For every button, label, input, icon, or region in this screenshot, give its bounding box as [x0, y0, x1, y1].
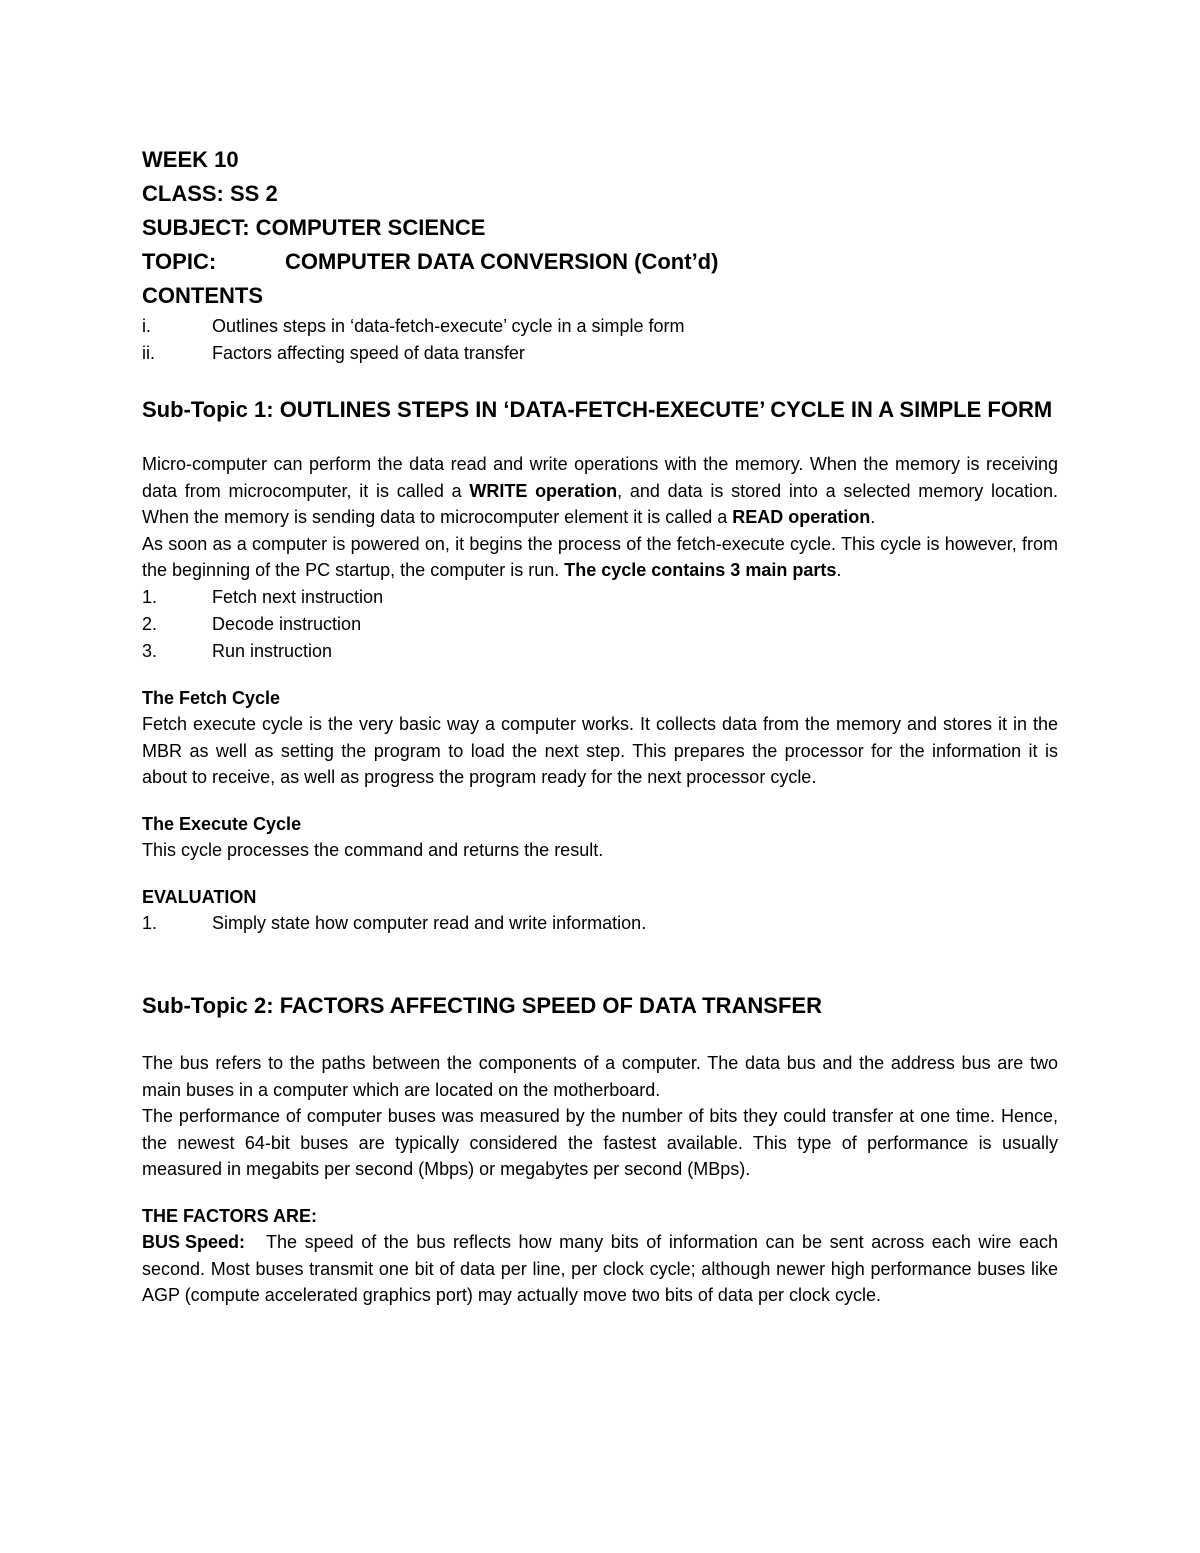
subtopic1-title: Sub-Topic 1: OUTLINES STEPS IN ‘DATA-FETCH-EXECUTE’ CYCLE IN A SIMPLE FORM [142, 397, 1053, 422]
contents-list [142, 313, 1058, 367]
list-item-text: Simply state how computer read and write information. [212, 913, 647, 933]
bus-performance-paragraph: The performance of computer buses was measured by the number of bits they could transfer at one time. Hence, the newest 64-bit buses are typically considered the fastest available. This type of performance is usually measured in megabits per second (Mbps) or megabytes per second (MBps). [142, 1106, 1058, 1179]
bus-definition-paragraph: The bus refers to the paths between the components of a computer. The data bus and the address bus are two main buses in a computer which are located on the motherboard. [142, 1053, 1058, 1100]
list-item-number: 1. [142, 913, 158, 933]
contents-item [142, 340, 1058, 367]
list-item-number: 2. [142, 613, 158, 634]
bus-speed-text: The speed of the bus reflects how many bits of information can be sent across each wire each second. Most buses transmit one bit of data per line, per clock cycle; although newer high performance buses like AGP (compute accelerated graphics port) may actually move two bits of data per clock cycle. [142, 1232, 1058, 1305]
execute-cycle-paragraph: This cycle processes the command and returns the result. [142, 840, 604, 860]
text-run: . [836, 560, 842, 580]
text-run: As soon as a computer is powered on, it begins the process of the fetch-execute cycle. This cycle is however, from the beginning of the PC startup, the computer is run. [142, 533, 1058, 580]
evaluation-heading: EVALUATION [142, 886, 257, 907]
factors-heading: THE FACTORS ARE: [142, 1205, 318, 1226]
list-item-text: Decode instruction [212, 613, 362, 634]
list-item-number: 3. [142, 640, 158, 661]
topic-heading [142, 245, 1058, 279]
contents-item-number: ii. [142, 343, 155, 363]
bus-speed-label: BUS Speed: [142, 1232, 246, 1252]
week-heading: WEEK 10 [142, 147, 239, 172]
contents-item-text: Factors affecting speed of data transfer [212, 343, 525, 363]
topic-value: COMPUTER DATA CONVERSION (Cont’d) [285, 249, 719, 274]
cycle-steps-list [142, 584, 1058, 665]
bus-speed-paragraph [142, 1229, 1058, 1309]
subtopic2-title: Sub-Topic 2: FACTORS AFFECTING SPEED OF DATA TRANSFER [142, 993, 822, 1018]
list-item-text: Fetch next instruction [212, 586, 384, 607]
text-run: . [870, 507, 876, 527]
topic-label: TOPIC: [142, 249, 217, 274]
contents-item-text: Outlines steps in ‘data-fetch-execute’ cycle in a simple form [212, 316, 685, 336]
list-item-number: 1. [142, 586, 158, 607]
list-item [142, 910, 1058, 937]
cycle-parts-emphasis: The cycle contains 3 main parts [564, 560, 837, 580]
contents-heading: CONTENTS [142, 283, 263, 308]
read-operation-term: READ operation [732, 507, 871, 527]
contents-item [142, 313, 1058, 340]
list-item [142, 584, 1058, 611]
write-operation-term: WRITE operation [469, 480, 618, 501]
list-item [142, 611, 1058, 638]
subtopic1-paragraph-memory [142, 451, 1058, 531]
list-item [142, 638, 1058, 665]
text-run: Micro-computer can perform the data read and write operations with the memory. When the memory is receiving data from microcomputer, it is called a [142, 454, 1058, 501]
text-run: , and data is stored into a selected memory location. When the memory is sending data to microcomputer element it is called a [142, 480, 1058, 527]
fetch-cycle-paragraph: Fetch execute cycle is the very basic way a computer works. It collects data from the memory and stores it in the MBR as well as setting the program to load the next step. This prepares the processor for the information it is about to receive, as well as progress the program ready for the next processor cycle. [142, 714, 1058, 787]
evaluation-list [142, 910, 1058, 937]
subject-heading: SUBJECT: COMPUTER SCIENCE [142, 215, 486, 240]
document-content [142, 143, 1058, 1309]
list-item-text: Run instruction [212, 640, 333, 661]
contents-item-number: i. [142, 316, 151, 336]
fetch-cycle-heading: The Fetch Cycle [142, 687, 281, 708]
class-heading: CLASS: SS 2 [142, 181, 278, 206]
execute-cycle-heading: The Execute Cycle [142, 813, 302, 834]
subtopic1-paragraph-cycle [142, 531, 1058, 584]
